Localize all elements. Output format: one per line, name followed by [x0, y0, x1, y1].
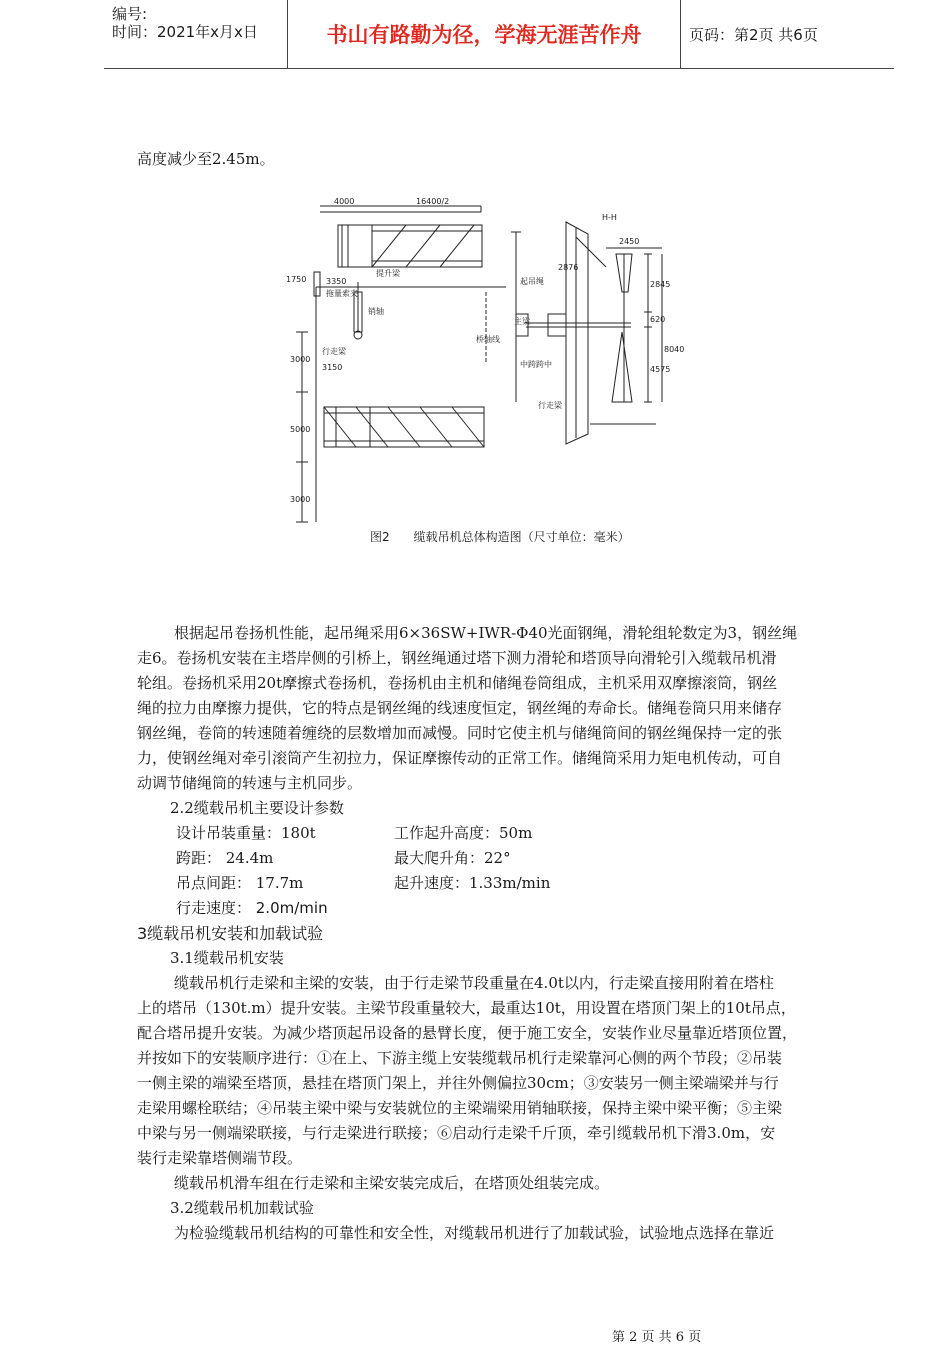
page-footer: 第 2 页 共 6 页 — [612, 1330, 702, 1345]
fig-note: H-H — [602, 213, 617, 222]
dim-label: 3350 — [326, 277, 347, 286]
page-info: 页码：第2页 共6页 — [689, 26, 818, 44]
fig-note: 起吊绳 — [520, 277, 544, 286]
paragraph-line: 为检验缆载吊机结构的可靠性和安全性，对缆载吊机进行了加载试验，试验地点选择在靠近 — [174, 1224, 775, 1242]
figure-caption-text: 缆载吊机总体构造图（尺寸单位：毫米） — [413, 530, 630, 544]
param-cell: 设计吊装重量：180t — [176, 824, 316, 842]
param-cell: 最大爬升角：22° — [394, 849, 511, 867]
paragraph-line: 轮组。卷扬机采用20t摩擦式卷扬机，卷扬机由主机和储绳卷筒组成，主机采用双摩擦滚筒，钢丝 — [137, 674, 778, 692]
fig-note: 主梁 — [514, 317, 530, 326]
paragraph-line: 绳的拉力由摩擦力提供，它的特点是钢丝绳的线速度恒定，钢丝绳的寿命长。储绳卷筒只用来储存 — [137, 699, 783, 717]
param-cell: 行走速度： 2.0m/min — [176, 899, 328, 917]
section-heading: 3.2缆载吊机加载试验 — [170, 1199, 314, 1217]
paragraph-line: 装行走梁靠塔侧端节段。 — [137, 1149, 303, 1167]
paragraph-line: 缆载吊机行走梁和主梁的安装，由于行走梁节段重量在4.0t以内，行走梁直接用附着在塔柱 — [174, 974, 774, 992]
param-cell: 工作起升高度：50m — [394, 824, 533, 842]
section-heading: 3缆载吊机安装和加载试验 — [137, 924, 324, 943]
time-label: 时间：2021年x月x日 — [112, 23, 258, 41]
dim-label: 2876 — [558, 263, 579, 272]
dim-label: 3000 — [290, 355, 311, 364]
page-header — [104, 0, 894, 69]
fig-note: 提升梁 — [376, 269, 400, 278]
param-cell: 起升速度：1.33m/min — [394, 874, 551, 892]
dim-label: 2450 — [619, 237, 640, 246]
dim-label: 8040 — [664, 345, 685, 354]
paragraph-line: 动调节储绳筒的转速与主机同步。 — [137, 774, 363, 792]
paragraph-line: 并按如下的安装顺序进行：①在上、下游主缆上安装缆载吊机行走梁靠河心侧的两个节段；②吊装 — [137, 1049, 783, 1067]
dim-label: 4575 — [650, 365, 671, 374]
header-meta — [104, 0, 288, 68]
paragraph-line: 一侧主梁的端梁至塔顶，悬挂在塔顶门架上，并往外侧偏拉30cm；③安装另一侧主梁端梁并与行 — [137, 1074, 779, 1092]
dim-label: 3150 — [322, 363, 343, 372]
section-heading: 3.1缆载吊机安装 — [170, 949, 284, 967]
fig-note: 行走梁 — [322, 347, 346, 356]
fig-note: 销轴 — [368, 307, 384, 316]
number-label: 编号: — [112, 5, 148, 23]
dim-label: 16400/2 — [416, 197, 450, 206]
fig-note: 中跨跨中 — [520, 360, 552, 369]
param-cell: 吊点间距： 17.7m — [176, 874, 304, 892]
fig-note: 桥轴线 — [476, 335, 500, 344]
crane-structure-figure — [276, 192, 685, 554]
dim-label: 2845 — [650, 280, 671, 289]
dim-label: 1750 — [286, 275, 307, 284]
dim-label: 4000 — [334, 197, 355, 206]
paragraph-line: 上的塔吊（130t.m）提升安装。主梁节段重量较大，最重达10t，用设置在塔顶门架上的10t吊点， — [137, 999, 796, 1017]
param-cell: 跨距： 24.4m — [176, 849, 274, 867]
paragraph-line: 力，使钢丝绳对牵引滚筒产生初拉力，保证摩擦传动的正常工作。储绳筒采用力矩电机传动，可自 — [137, 749, 783, 767]
paragraph-line: 配合塔吊提升安装。为减少塔顶起吊设备的悬臂长度，便于施工安全，安装作业尽量靠近塔顶位置， — [137, 1024, 798, 1042]
paragraph-line: 钢丝绳，卷筒的转速随着缠绕的层数增加而减慢。同时它使主机与储绳筒间的钢丝绳保持一定的张 — [137, 724, 783, 742]
paragraph-line: 走梁用螺栓联结；④吊装主梁中梁与安装就位的主梁端梁用销轴联接，保持主梁中梁平衡；⑤主梁 — [137, 1099, 783, 1117]
paragraph-line: 走6。卷扬机安装在主塔岸侧的引桥上，钢丝绳通过塔下测力滑轮和塔顶导向滑轮引入缆载吊机滑 — [137, 649, 777, 667]
figure-caption — [370, 528, 654, 545]
fig-note: 拖量索夹 — [326, 289, 358, 298]
paragraph-line: 根据起吊卷扬机性能，起吊绳采用6×36SW+IWR-Φ40光面钢绳，滑轮组轮数定为3，钢丝绳 — [174, 624, 798, 642]
figure-label: 图2 — [370, 530, 390, 544]
dim-label: 3000 — [290, 495, 311, 504]
paragraph-line: 缆载吊机滑车组在行走梁和主梁安装完成后，在塔顶处组装完成。 — [174, 1174, 610, 1192]
dim-label: 620 — [650, 315, 666, 324]
intro-line: 高度减少至2.45m。 — [137, 150, 275, 168]
fig-note: 行走梁 — [538, 401, 562, 410]
paragraph-line: 中梁与另一侧端梁联接，与行走梁进行联接；⑥启动行走梁千斤顶，牵引缆载吊机下滑3.0m，安 — [137, 1124, 776, 1142]
section-heading: 2.2缆载吊机主要设计参数 — [170, 799, 344, 817]
header-motto: 书山有路勤为径，学海无涯苦作舟 — [288, 0, 681, 68]
dim-label: 5000 — [290, 425, 311, 434]
